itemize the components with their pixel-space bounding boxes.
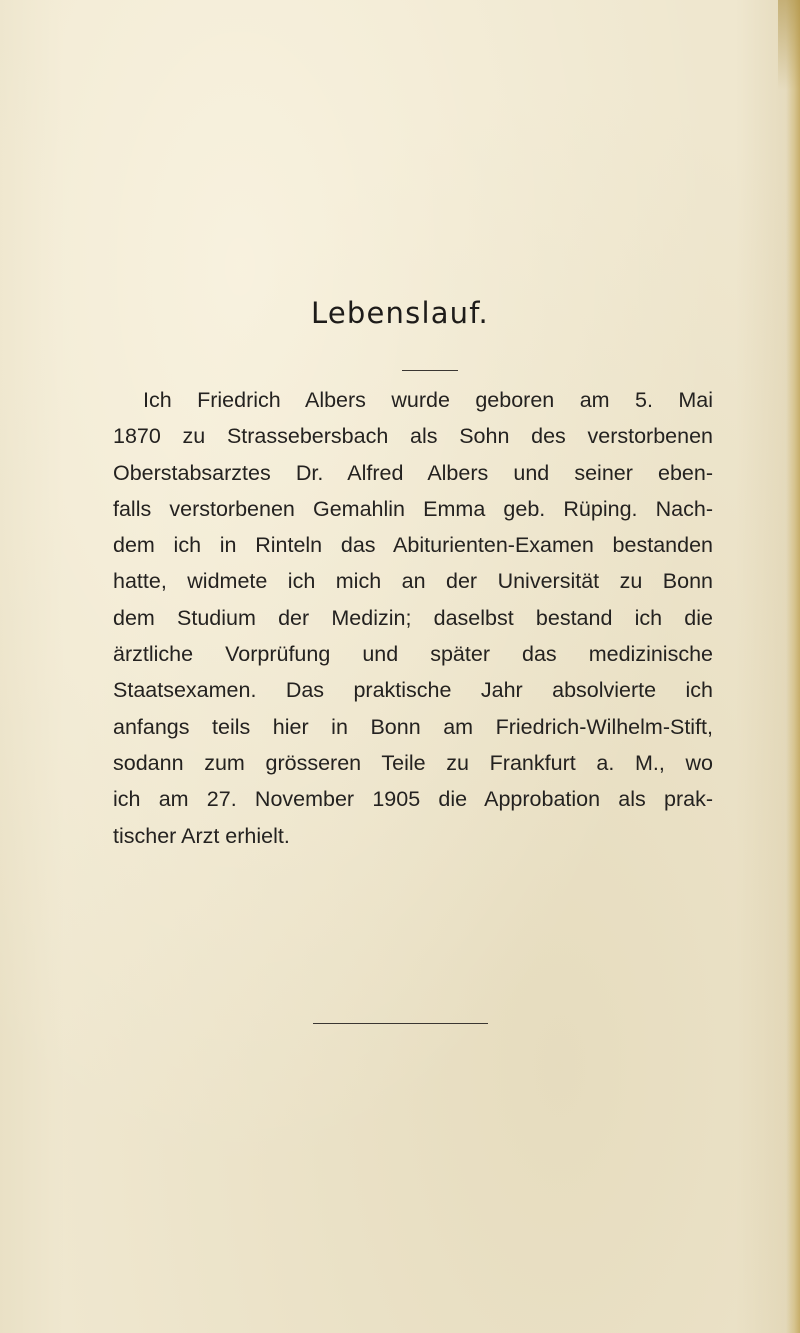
text-line: Ich Friedrich Albers wurde geboren am 5. Mai: [143, 388, 713, 412]
text-line: Oberstabsarztes Dr. Alfred Albers und seiner eben-: [113, 460, 713, 485]
text-line: 1870 zu Strassebersbach als Sohn des verstorbenen: [113, 424, 713, 449]
text-line: ärztliche Vorprüfung und später das medizinische: [113, 642, 713, 667]
text-line: falls verstorbenen Gemahlin Emma geb. Rüping. Nach-: [113, 496, 713, 521]
page-edge-shadow: [786, 0, 800, 1333]
text-line: hatte, widmete ich mich an der Universität zu Bonn: [113, 569, 713, 594]
text-line: anfangs teils hier in Bonn am Friedrich-Wilhelm-Stift,: [113, 714, 713, 739]
end-divider: [313, 1023, 488, 1024]
text-line: tischer Arzt erhielt.: [113, 823, 290, 848]
biography-paragraph: [113, 382, 713, 854]
page-corner-stain: [778, 0, 800, 90]
title-divider: [402, 370, 458, 371]
text-line: dem ich in Rinteln das Abiturienten-Examen bestanden: [113, 533, 713, 558]
text-line: dem Studium der Medizin; daselbst bestand ich die: [113, 605, 713, 630]
page-title: Lebenslauf.: [311, 296, 489, 330]
text-line: sodann zum grösseren Teile zu Frankfurt a. M., wo: [113, 750, 713, 775]
text-line: ich am 27. November 1905 die Approbation als prak-: [113, 787, 713, 812]
text-line: Staatsexamen. Das praktische Jahr absolvierte ich: [113, 678, 713, 703]
